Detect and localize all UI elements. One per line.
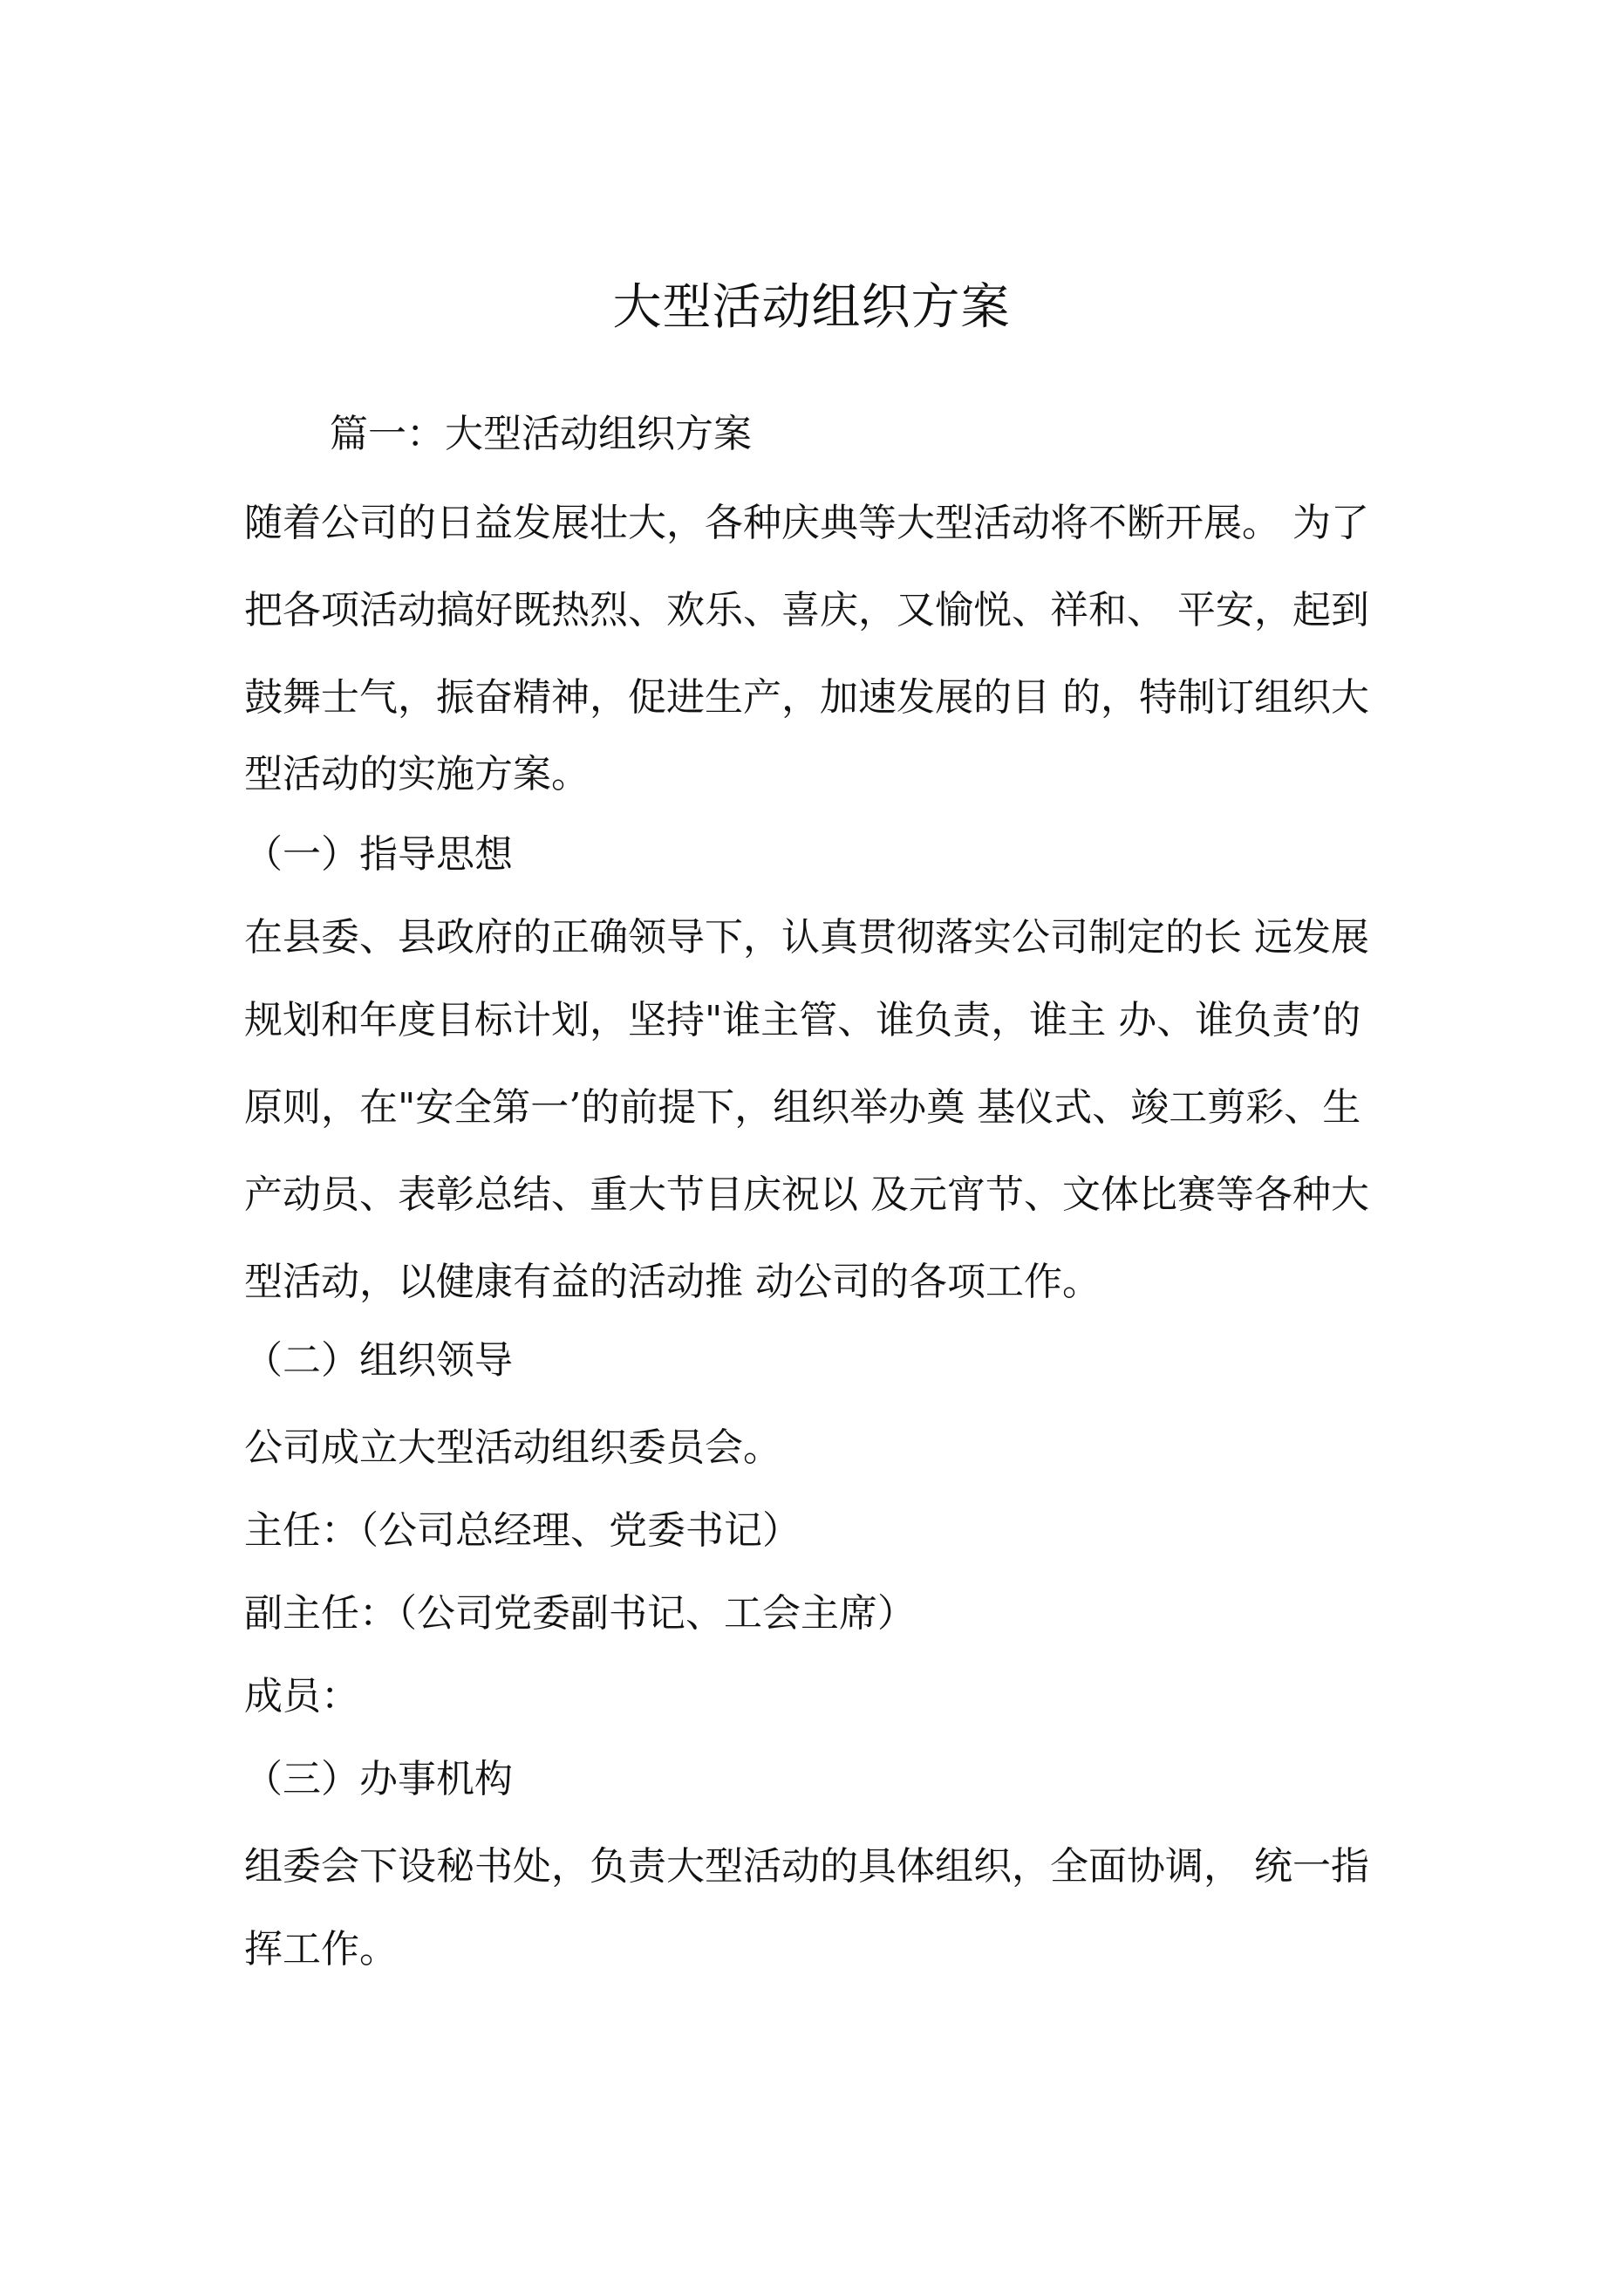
intro-line-2: 把各项活动搞好既热烈、欢乐、喜庆，又愉悦、祥和、 平安，起到 <box>244 588 1369 632</box>
section2-line-1: 公司成立大型活动组织委员会。 <box>244 1425 781 1470</box>
section1-line-4: 产动员、表彰总结、重大节目庆祝以 及元宵节、文体比赛等各种大 <box>244 1172 1369 1217</box>
document-subtitle: 篇一：大型活动组织方案 <box>330 412 752 456</box>
intro-line-1: 随着公司的日益发展壮大，各种庆典等大型活动将不断开展。 为了 <box>244 501 1369 545</box>
section-heading-office: （三）办事机构 <box>244 1757 513 1801</box>
intro-line-4: 型活动的实施方案。 <box>244 752 590 796</box>
document-title: 大型活动组织方案 <box>612 279 1011 336</box>
section1-line-5: 型活动，以健康有益的活动推 动公司的各项工作。 <box>244 1260 1101 1304</box>
section2-line-3: 副主任：（公司党委副书记、工会主席） <box>244 1591 916 1636</box>
intro-line-3: 鼓舞士气，振奋精神，促进生产，加速发展的目 的，特制订组织大 <box>244 675 1369 720</box>
section3-line-1: 组委会下设秘书处，负责大型活动的具体组织，全面协调， 统一指 <box>244 1844 1369 1889</box>
section3-line-2: 挥工作。 <box>244 1927 398 1971</box>
section2-line-2: 主任：（公司总经理、党委书记） <box>244 1508 801 1553</box>
section1-line-2: 规划和年度目标计划，坚持"谁主管、谁负责，谁主 办、谁负责’的 <box>244 998 1361 1042</box>
section1-line-3: 原则，在"安全第一’的前提下，组织举办奠 基仪式、竣工剪彩、生 <box>244 1085 1361 1130</box>
section-heading-guiding-thought: （一）指导思想 <box>244 832 513 877</box>
section1-line-1: 在县委、县政府的正确领导下，认真贯彻落实公司制定的长 远发展 <box>244 915 1369 960</box>
section2-line-4: 成员： <box>244 1674 359 1719</box>
section-heading-organization: （二）组织领导 <box>244 1338 513 1383</box>
